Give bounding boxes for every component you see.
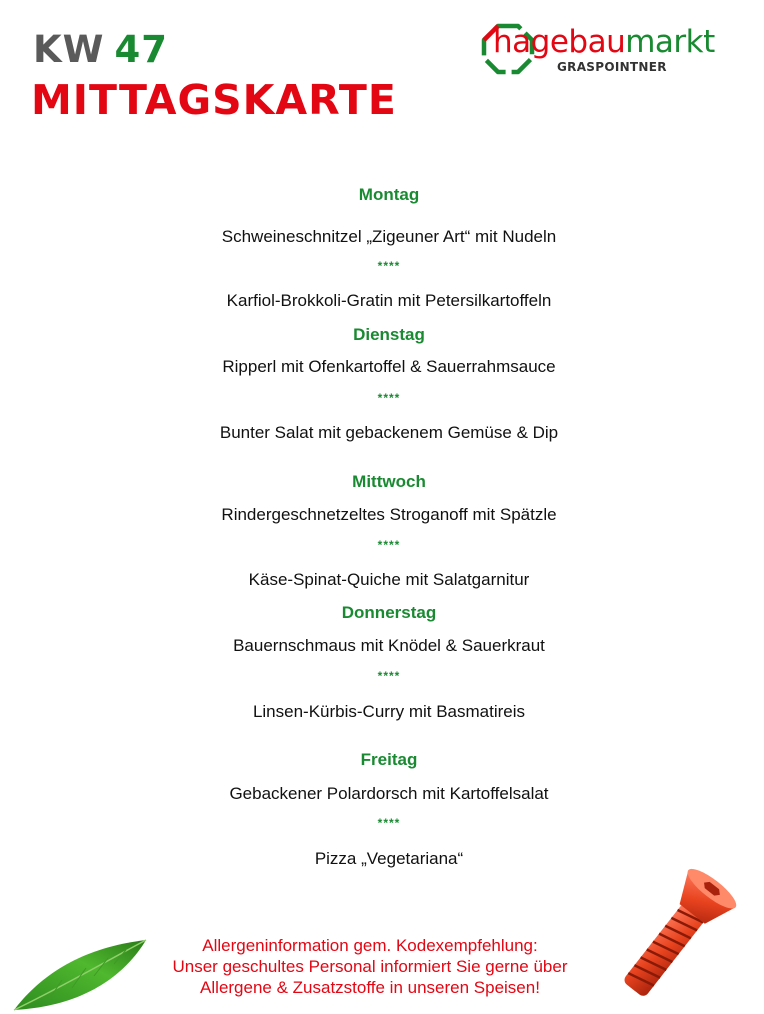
dish-wednesday-2: Käse-Spinat-Quiche mit Salatgarnitur bbox=[248, 570, 530, 589]
kw-number: 47 bbox=[114, 28, 168, 71]
day-heading-wednesday: Mittwoch bbox=[352, 472, 426, 491]
allergen-line-1: Allergeninformation gem. Kodexempfehlung: bbox=[202, 936, 538, 955]
dish-thursday-1: Bauernschmaus mit Knödel & Sauerkraut bbox=[233, 636, 545, 655]
day-heading-tuesday: Dienstag bbox=[353, 325, 425, 344]
logo-subtitle: GRASPOINTNER bbox=[557, 60, 667, 74]
day-heading-monday: Montag bbox=[358, 185, 420, 204]
dish-separator: **** bbox=[377, 538, 401, 552]
dish-thursday-2: Linsen-Kürbis-Curry mit Basmatireis bbox=[252, 702, 526, 721]
logo-brand-part1: hagebau bbox=[493, 24, 626, 60]
logo-brand-part2: markt bbox=[625, 24, 715, 60]
page-title: MITTAGSKARTE bbox=[31, 76, 397, 124]
dish-friday-1: Gebackener Polardorsch mit Kartoffelsalat bbox=[229, 784, 549, 803]
leaf-icon bbox=[10, 936, 150, 1014]
allergen-line-3: Allergene & Zusatzstoffe in unseren Speisen! bbox=[200, 978, 540, 997]
dish-tuesday-1: Ripperl mit Ofenkartoffel & Sauerrahmsauce bbox=[222, 357, 556, 376]
kw-label: KW bbox=[33, 28, 105, 71]
dish-separator: **** bbox=[377, 259, 401, 273]
dish-separator: **** bbox=[377, 391, 401, 405]
allergen-notice bbox=[120, 935, 620, 998]
dish-separator: **** bbox=[377, 669, 401, 683]
day-heading-friday: Freitag bbox=[360, 750, 418, 769]
screw-icon bbox=[605, 866, 745, 1006]
dish-monday-2: Karfiol-Brokkoli-Gratin mit Petersilkartoffeln bbox=[226, 291, 552, 310]
dish-wednesday-1: Rindergeschnetzeltes Stroganoff mit Spätzle bbox=[221, 505, 557, 524]
dish-tuesday-2: Bunter Salat mit gebackenem Gemüse & Dip bbox=[219, 423, 559, 442]
dish-friday-2: Pizza „Vegetariana“ bbox=[314, 849, 464, 868]
day-heading-thursday: Donnerstag bbox=[341, 603, 437, 622]
dish-separator: **** bbox=[377, 816, 401, 830]
dish-monday-1: Schweineschnitzel „Zigeuner Art“ mit Nudeln bbox=[221, 227, 557, 246]
allergen-line-2: Unser geschultes Personal informiert Sie gerne über bbox=[172, 957, 568, 976]
